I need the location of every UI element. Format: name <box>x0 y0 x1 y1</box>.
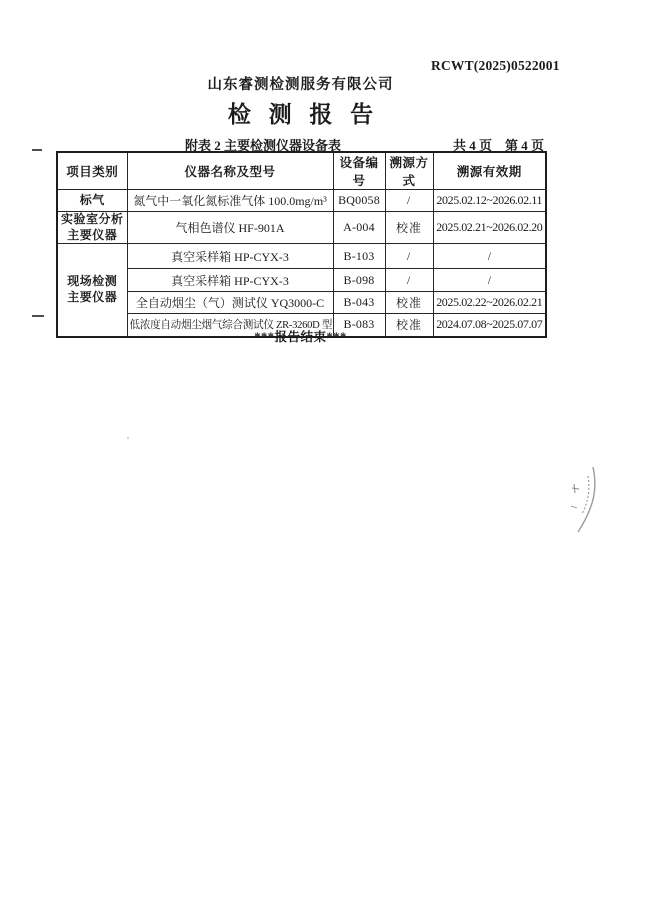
table-caption: 附表 2 主要检测仪器设备表 <box>185 138 342 153</box>
report-title: 检 测 报 告 <box>227 102 380 127</box>
table-row <box>57 212 546 244</box>
trace-method-cell: / <box>385 244 433 269</box>
trace-method-cell: / <box>385 190 433 212</box>
company-name: 山东睿测检测服务有限公司 <box>207 77 394 93</box>
table-row <box>57 292 546 314</box>
trace-validity-cell: 2025.02.12~2026.02.11 <box>433 190 546 212</box>
trace-method-cell: 校准 <box>385 212 433 244</box>
device-code-cell: BQ0058 <box>333 190 385 212</box>
instrument-name-cell: 真空采样箱 HP-CYX-3 <box>127 244 333 269</box>
instrument-name-cell: 氮气中一氧化氮标准气体 100.0mg/m³ <box>127 190 333 212</box>
table-row <box>57 244 546 269</box>
category-label: 标气 <box>79 192 105 207</box>
device-code-cell: B-103 <box>333 244 385 269</box>
scan-artifact-dash-top <box>32 149 42 151</box>
device-code-cell: B-098 <box>333 269 385 292</box>
end-of-report-note: ***报告结束*** <box>254 330 347 344</box>
trace-validity-cell: / <box>433 244 546 269</box>
instrument-name-cell: 气相色谱仪 HF-901A <box>127 212 333 244</box>
category-cell-field-testing <box>57 244 127 337</box>
report-number: RCWT(2025)0522001 <box>431 58 560 73</box>
header-cell-category: 项目类别 <box>57 152 127 190</box>
category-label: 现场检测 <box>67 274 118 289</box>
scan-artifact-speck <box>127 437 129 439</box>
header-cell-trace-validity: 溯源有效期 <box>433 152 546 190</box>
header-cell-device-code: 设备编号 <box>333 152 385 190</box>
page-indicator: 共 4 页 第 4 页 <box>453 138 545 153</box>
trace-validity-cell: 2024.07.08~2025.07.07 <box>433 314 546 337</box>
trace-validity-cell: / <box>433 269 546 292</box>
table-header-row <box>57 152 546 190</box>
trace-method-cell: 校准 <box>385 314 433 337</box>
header-cell-trace-method: 溯源方式 <box>385 152 433 190</box>
trace-method-cell: / <box>385 269 433 292</box>
instrument-name-cell: 全自动烟尘（气）测试仪 YQ3000-C <box>127 292 333 314</box>
device-code-cell: A-004 <box>333 212 385 244</box>
scan-artifact-squiggle <box>566 462 604 540</box>
table-row <box>57 269 546 292</box>
instrument-name-cell: 低浓度自动烟尘烟气综合测试仪 ZR-3260D 型 <box>127 314 333 337</box>
device-code-cell: B-083 <box>333 314 385 337</box>
category-cell-lab-analysis <box>57 212 127 244</box>
instruments-table-container <box>56 151 547 338</box>
trace-validity-cell: 2025.02.22~2026.02.21 <box>433 292 546 314</box>
trace-method-cell: 校准 <box>385 292 433 314</box>
category-label: 主要仪器 <box>67 227 118 242</box>
scan-artifact-dash-bottom <box>32 315 44 317</box>
instruments-table <box>56 151 547 338</box>
trace-validity-cell: 2025.02.21~2026.02.20 <box>433 212 546 244</box>
category-cell-standard-gas <box>57 190 127 212</box>
table-row <box>57 190 546 212</box>
instrument-name-cell: 真空采样箱 HP-CYX-3 <box>127 269 333 292</box>
category-label: 主要仪器 <box>67 289 118 304</box>
device-code-cell: B-043 <box>333 292 385 314</box>
header-cell-instrument-name: 仪器名称及型号 <box>127 152 333 190</box>
category-label: 实验室分析 <box>60 212 124 226</box>
